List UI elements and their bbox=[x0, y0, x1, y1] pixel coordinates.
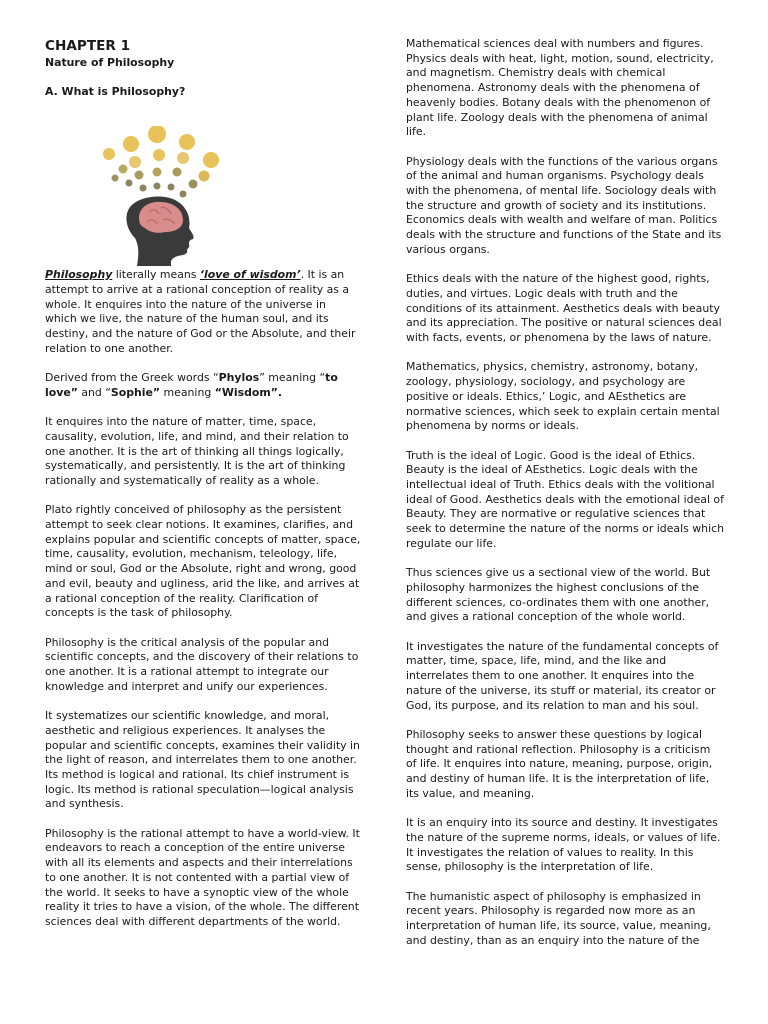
paragraph: Philosophy seeks to answer these questions by logical thought and rational reflection. Philosophy is a criticism of life. It enquires into nature, meaning, purpose, origin, and destiny of human life. It is the interpretation of life, its value, and meaning. bbox=[406, 727, 713, 800]
paragraph: Thus sciences give us a sectional view of the world. But philosophy harmonizes the highest conclusions of the different sciences, co-ordinates them with one another, and gives a rational conception of the whole world. bbox=[406, 566, 711, 624]
paragraph: Philosophy is the critical analysis of the popular and scientific concepts, and the discovery of their relations to one another. It is a rational attempt to integrate our knowledge and interpret and unify our experiences. bbox=[45, 635, 359, 693]
paragraph: It enquires into the nature of matter, time, space, causality, evolution, life, and mind, and their relation to one another. It is the art of thinking all things logically, systematically, and persistently. It is the art of thinking rationally and systematically of reality as a whole. bbox=[45, 415, 349, 487]
paragraph: Philosophy is the rational attempt to have a world-view. It endeavors to reach a conception of the entire universe with all its elements and aspects and their interrelations to one another. It is not contented with a partial view of the world. It seeks to have a synoptic view of the whole reality it tries to have a vision, of the whole. The different sciences deal with different departments of the world. bbox=[45, 826, 360, 928]
idea-dots bbox=[103, 126, 219, 198]
paragraph: Mathematical sciences deal with numbers and figures. Physics deals with heat, light, motion, sound, electricity, and magnetism. Chemistry deals with chemical phenomena. Astronomy deals with the phenomena of heavenly bodies. Botany deals with the phenomenon of plant life. Zoology deals with the phenomena of animal life. bbox=[406, 37, 714, 139]
paragraph-definition: Philosophy literally means ‘love of wisdom’. It is an attempt to arrive at a rational conception of reality as a whole. It enquires into the nature of the universe in which we live, the nature of the human soul, and its destiny, and the nature of God or the Absolute, and their relation to one another. bbox=[45, 268, 356, 355]
paragraph: Plato rightly conceived of philosophy as the persistent attempt to seek clear notions. It examines, clarifies, and explains popular and scientific concepts of matter, space, time, causality, evolution, mechanism, teleology, life, mind or soul, God or the Absolute, right and wrong, good and evil, beauty and ugliness, arid the like, and arrives at a rational conception of the reality. Clarification of concepts is the task of philosophy. bbox=[45, 503, 361, 620]
paragraph: It is an enquiry into its source and destiny. It investigates the nature of the supreme norms, ideals, or values of life. It investigates the relation of values to reality. In this sense, philosophy is the interpretation of life. bbox=[406, 816, 721, 874]
paragraph-etymology: Derived from the Greek words “Phylos” meaning “to love” and “Sophie” meaning “Wisdom”. bbox=[45, 371, 338, 399]
chapter-title: CHAPTER 1 bbox=[45, 38, 131, 54]
section-heading: A. What is Philosophy? bbox=[45, 85, 186, 99]
chapter-subtitle: Nature of Philosophy bbox=[45, 56, 175, 69]
paragraph: It systematizes our scientific knowledge, and moral, aesthetic and religious experiences. It analyses the popular and scientific concepts, examines their validity in the light of reason, and interrelates them to one another. Its method is logical and rational. Its chief instrument is logic. Its method is rational speculation—logical analysis and synthesis. bbox=[45, 709, 360, 811]
paragraph: Mathematics, physics, chemistry, astronomy, botany, zoology, physiology, sociology, and psychology are positive or ideals. Ethics,’ Logic, and AEsthetics are normative sciences, which seek to explain certain mental phenomena by norms or ideals. bbox=[406, 360, 720, 433]
paragraph: It investigates the nature of the fundamental concepts of matter, time, space, life, mind, and the like and interrelates them to one another. It enquires into the nature of the universe, its stuff or material, its creator or God, its purpose, and its relation to man and his soul. bbox=[406, 639, 719, 712]
right-column bbox=[406, 37, 724, 963]
paragraph: The humanistic aspect of philosophy is emphasized in recent years. Philosophy is regarded now more as an interpretation of human life, its source, value, meaning, and destiny, than as an enquiry into the nature of the bbox=[406, 889, 711, 947]
paragraph: Truth is the ideal of Logic. Good is the ideal of Ethics. Beauty is the ideal of AEsthetics. Logic deals with the intellectual ideal of Truth. Ethics deals with the volitional ideal of Good. Aesthetics deals with the emotional ideal of Beauty. They are normative or regulative sciences that seek to determine the nature of the norms or ideals which regulate our life. bbox=[406, 448, 724, 550]
head-with-brain-and-ideas-icon bbox=[99, 126, 229, 268]
paragraph: Physiology deals with the functions of the various organs of the animal and human organisms. Psychology deals with the phenomena, of mental life. Sociology deals with the structure and growth of society and its institutions. Economics deals with wealth and welfare of man. Politics deals with the structure and functions of the State and its various organs. bbox=[406, 154, 722, 256]
paragraph: Ethics deals with the nature of the highest good, rights, duties, and virtues. Logic deals with truth and the conditions of its attainment. Aesthetics deals with beauty and its appreciation. The positive or natural sciences deal with facts, events, or phenomena by the laws of nature. bbox=[406, 272, 722, 345]
left-column bbox=[45, 37, 361, 944]
